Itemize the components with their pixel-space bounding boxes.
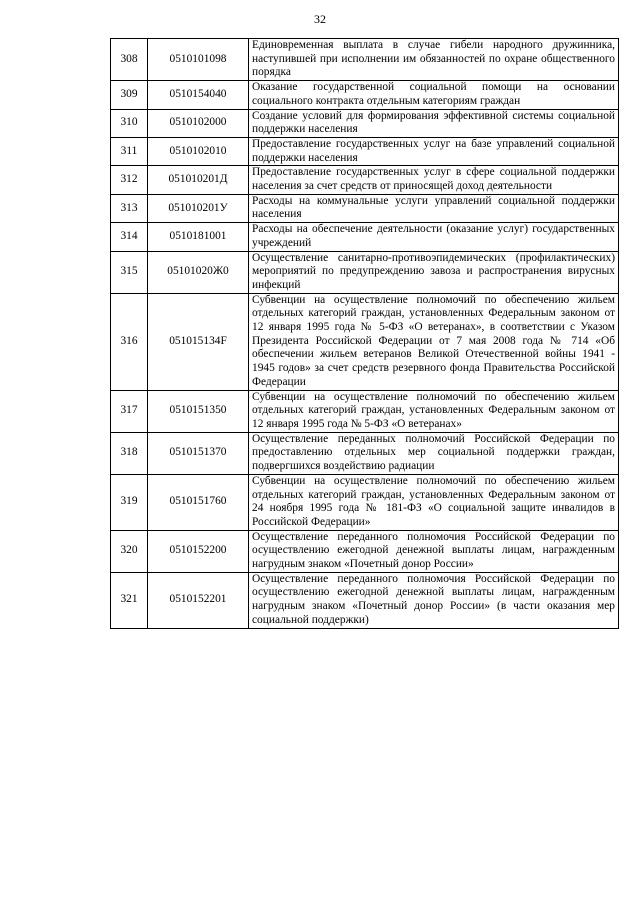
table-body bbox=[111, 39, 619, 629]
row-number: 321 bbox=[111, 572, 148, 628]
table-row bbox=[111, 530, 619, 572]
row-code: 0510154040 bbox=[148, 81, 249, 109]
row-code: 0510151370 bbox=[148, 432, 249, 474]
row-name: Осуществление переданного полномочия Российской Федерации по осуществлению ежегодной денежной выплаты лицам, награжденным нагрудным знаком «Почетный донор России» (в части оказания мер социальной поддержки) bbox=[249, 572, 619, 628]
table-row bbox=[111, 166, 619, 194]
table-row bbox=[111, 293, 619, 390]
row-code: 051010201Д bbox=[148, 166, 249, 194]
row-name: Единовременная выплата в случае гибели народного дружинника, наступившей при исполнении им обязанностей по охране общественного порядка bbox=[249, 39, 619, 81]
row-number: 310 bbox=[111, 109, 148, 137]
row-number: 314 bbox=[111, 223, 148, 251]
row-code: 051010201У bbox=[148, 194, 249, 222]
row-name: Создание условий для формирования эффективной системы социальной поддержки населения bbox=[249, 109, 619, 137]
table-row bbox=[111, 572, 619, 628]
row-number: 309 bbox=[111, 81, 148, 109]
row-name: Субвенции на осуществление полномочий по обеспечению жильем отдельных категорий граждан, установленных Федеральным законом от 12 января 1995 года № 5-ФЗ «О ветеранах», в соответствии с Указом Президента Российской Федерации от 7 мая 2008 года № 714 «Об обеспечении жильем ветеранов Великой Отечественной войны 1941 - 1945 годов» за счет средств резервного фонда Правительства Российской Федерации bbox=[249, 293, 619, 390]
row-code: 0510181001 bbox=[148, 223, 249, 251]
row-name: Расходы на коммунальные услуги управлений социальной поддержки населения bbox=[249, 194, 619, 222]
row-code: 0510151350 bbox=[148, 390, 249, 432]
table-row bbox=[111, 81, 619, 109]
row-name: Субвенции на осуществление полномочий по обеспечению жильем отдельных категорий граждан, установленных Федеральным законом от 24 ноября 1995 года № 181-ФЗ «О социальной защите инвалидов в Российской Федерации» bbox=[249, 474, 619, 530]
table-row bbox=[111, 109, 619, 137]
page-number: 32 bbox=[314, 12, 326, 26]
row-name: Расходы на обеспечение деятельности (оказание услуг) государственных учреждений bbox=[249, 223, 619, 251]
table-row bbox=[111, 223, 619, 251]
row-number: 312 bbox=[111, 166, 148, 194]
row-number: 320 bbox=[111, 530, 148, 572]
row-code: 0510151760 bbox=[148, 474, 249, 530]
row-number: 318 bbox=[111, 432, 148, 474]
row-number: 319 bbox=[111, 474, 148, 530]
row-number: 316 bbox=[111, 293, 148, 390]
row-code: 0510102000 bbox=[148, 109, 249, 137]
table-row bbox=[111, 39, 619, 81]
row-code: 051015134F bbox=[148, 293, 249, 390]
row-number: 311 bbox=[111, 137, 148, 165]
table-row bbox=[111, 137, 619, 165]
table-row bbox=[111, 194, 619, 222]
row-code: 0510152201 bbox=[148, 572, 249, 628]
row-name: Осуществление переданных полномочий Российской Федерации по предоставлению отдельных мер социальной поддержки граждан, подвергшихся воздействию радиации bbox=[249, 432, 619, 474]
row-code: 0510102010 bbox=[148, 137, 249, 165]
row-name: Предоставление государственных услуг на базе управлений социальной поддержки населения bbox=[249, 137, 619, 165]
table-row bbox=[111, 390, 619, 432]
row-number: 308 bbox=[111, 39, 148, 81]
table-row bbox=[111, 432, 619, 474]
row-name: Осуществление санитарно-противоэпидемических (профилактических) мероприятий по предупреждению завоза и распространения вирусных инфекций bbox=[249, 251, 619, 293]
table-row bbox=[111, 474, 619, 530]
row-name: Осуществление переданного полномочия Российской Федерации по осуществлению ежегодной денежной выплаты лицам, награжденным нагрудным знаком «Почетный донор России» bbox=[249, 530, 619, 572]
row-code: 0510152200 bbox=[148, 530, 249, 572]
row-name: Субвенции на осуществление полномочий по обеспечению жильем отдельных категорий граждан, установленных Федеральным законом от 12 января 1995 года № 5-ФЗ «О ветеранах» bbox=[249, 390, 619, 432]
row-code: 0510101098 bbox=[148, 39, 249, 81]
row-name: Оказание государственной социальной помощи на основании социального контракта отдельным категориям граждан bbox=[249, 81, 619, 109]
row-name: Предоставление государственных услуг в сфере социальной поддержки населения за счет средств от приносящей доход деятельности bbox=[249, 166, 619, 194]
budget-code-table bbox=[110, 38, 619, 629]
row-code: 05101020Ж0 bbox=[148, 251, 249, 293]
table-row bbox=[111, 251, 619, 293]
row-number: 315 bbox=[111, 251, 148, 293]
row-number: 313 bbox=[111, 194, 148, 222]
row-number: 317 bbox=[111, 390, 148, 432]
